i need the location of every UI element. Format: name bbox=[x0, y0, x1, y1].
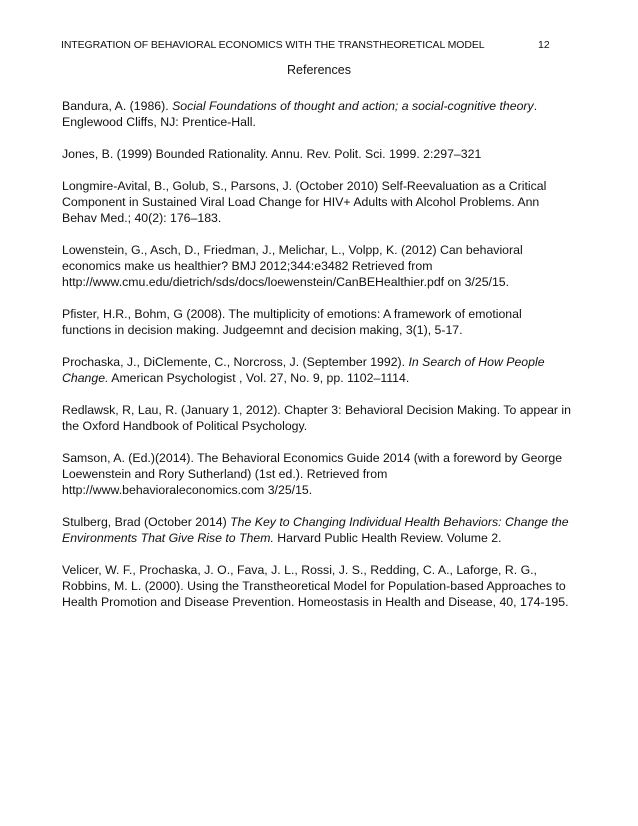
reference-text: American Psychologist , Vol. 27, No. 9, pp. 1102–1114. bbox=[108, 371, 410, 385]
reference-text: Pfister, H.R., Bohm, G (2008). The multiplicity of emotions: A framework of emotional functions in decision making. Judgeemnt and decision making, 3(1), 5-17. bbox=[62, 307, 522, 337]
reference-entry bbox=[62, 306, 572, 338]
reference-entry bbox=[62, 354, 572, 386]
reference-text: . Englewood Cliffs, NJ: Prentice-Hall. bbox=[62, 99, 538, 129]
page-number: 12 bbox=[538, 39, 550, 51]
reference-entry bbox=[62, 178, 572, 226]
reference-entry bbox=[62, 450, 572, 498]
reference-text: Samson, A. (Ed.)(2014). The Behavioral Economics Guide 2014 (with a foreword by George Loewenstein and Rory Sutherland) (1st ed.). Retrieved from http://www.behavioraleconomics.com 3/25/15. bbox=[62, 451, 563, 497]
reference-text: Jones, B. (1999) Bounded Rationality. Annu. Rev. Polit. Sci. 1999. 2:297–321 bbox=[62, 147, 482, 161]
reference-entry bbox=[62, 514, 572, 546]
reference-text: Velicer, W. F., Prochaska, J. O., Fava, J. L., Rossi, J. S., Redding, C. A., Laforge, R. G., Robbins, M. L. (2000). Using the Transtheoretical Model for Population-based Approaches to Health Promotion and Disease Prevention. Homeostasis in Health and Disease, 40, 174-195. bbox=[62, 563, 569, 609]
reference-text: Harvard Public Health Review. Volume 2. bbox=[273, 531, 502, 545]
reference-entry bbox=[62, 562, 572, 610]
reference-text: Prochaska, J., DiClemente, C., Norcross, J. (September 1992). bbox=[62, 355, 409, 369]
reference-title: Social Foundations of thought and action; a social-cognitive theory bbox=[172, 99, 534, 113]
reference-text: Redlawsk, R, Lau, R. (January 1, 2012). Chapter 3: Behavioral Decision Making. To appear in the Oxford Handbook of Political Psychology. bbox=[62, 403, 571, 433]
references-heading: References bbox=[287, 63, 351, 77]
reference-entry bbox=[62, 242, 572, 290]
reference-list bbox=[62, 98, 572, 626]
reference-entry bbox=[62, 402, 572, 434]
section-heading bbox=[0, 63, 638, 77]
reference-text: Lowenstein, G., Asch, D., Friedman, J., Melichar, L., Volpp, K. (2012) Can behavioral economics make us healthier? BMJ 2012;344:e3482 Retrieved from http://www.cmu.edu/dietrich/sds/docs/loewenstein/CanBEHealthier.pdf on 3/25/15. bbox=[62, 243, 523, 289]
reference-text: Longmire-Avital, B., Golub, S., Parsons, J. (October 2010) Self-Reevaluation as a Critical Component in Sustained Viral Load Change for HIV+ Adults with Alcohol Problems. Ann Behav Med.; 40(2): 176–183. bbox=[62, 179, 547, 225]
reference-text: Bandura, A. (1986). bbox=[62, 99, 173, 113]
reference-title: In Search of How People Change. bbox=[62, 355, 545, 385]
reference-text: Stulberg, Brad (October 2014) bbox=[62, 515, 231, 529]
reference-entry bbox=[62, 146, 572, 162]
reference-title: The Key to Changing Individual Health Behaviors: Change the Environments That Give Rise to Them. bbox=[62, 515, 569, 545]
running-head: INTEGRATION OF BEHAVIORAL ECONOMICS WITH THE TRANSTHEORETICAL MODEL bbox=[61, 39, 485, 51]
reference-entry bbox=[62, 98, 572, 130]
